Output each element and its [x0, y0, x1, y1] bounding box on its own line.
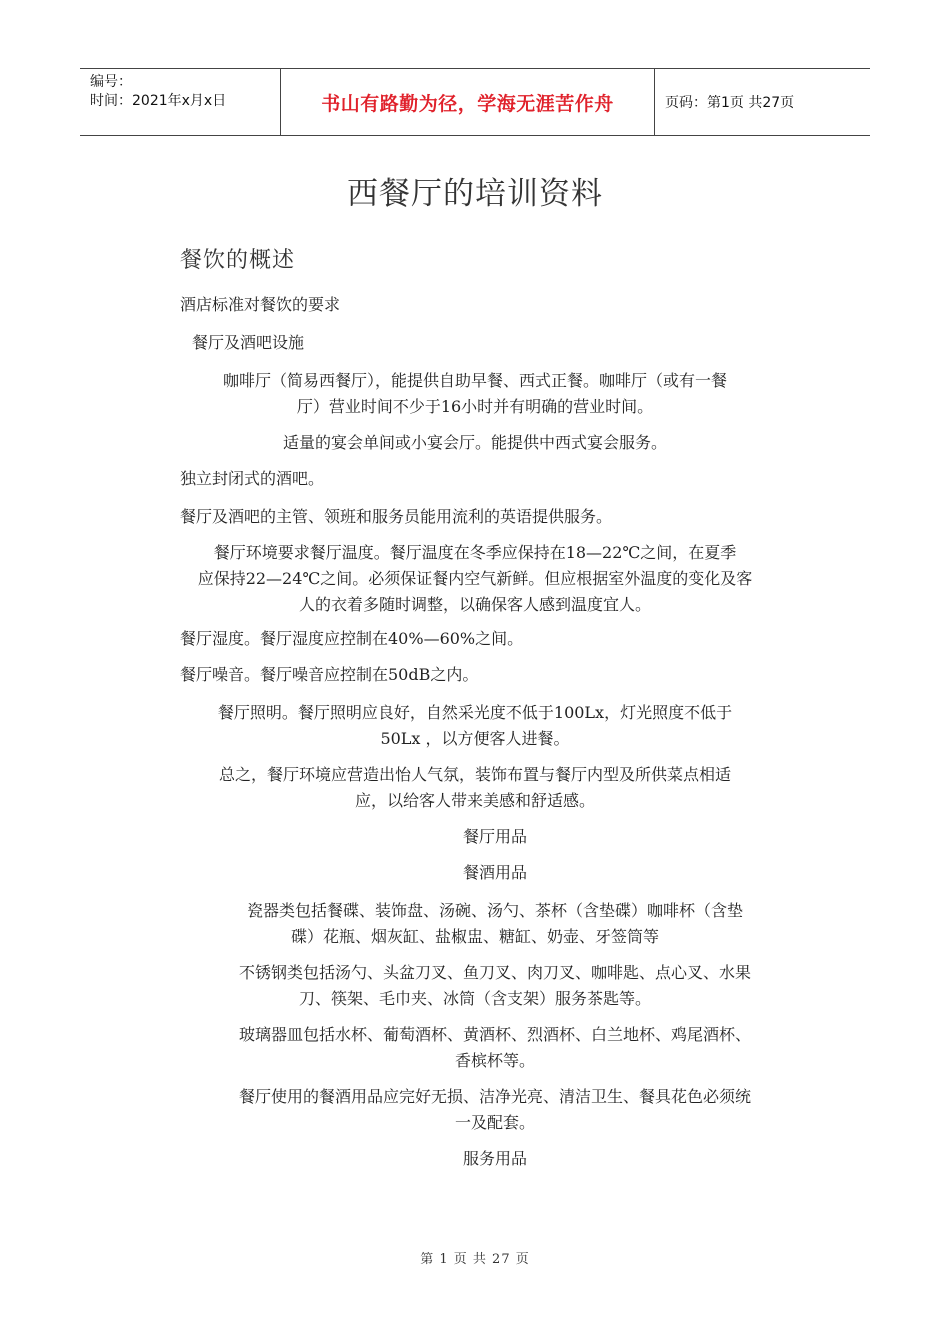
- header-meta: [80, 69, 281, 135]
- paragraph: 餐厅照明。餐厅照明应良好，自然采光度不低于100Lx，灯光照度不低于: [217, 703, 733, 722]
- paragraph: 服务用品: [462, 1149, 527, 1168]
- paragraph: 适量的宴会单间或小宴会厅。能提供中西式宴会服务。: [282, 433, 667, 452]
- paragraph: 不锈钢类包括汤勺、头盆刀叉、鱼刀叉、肉刀叉、咖啡匙、点心叉、水果: [238, 963, 751, 982]
- paragraph: 一及配套。: [454, 1113, 535, 1132]
- paragraph: 人的衣着多随时调整，以确保客人感到温度宜人。: [298, 595, 651, 614]
- paragraph: 应，以给客人带来美感和舒适感。: [354, 791, 595, 810]
- paragraph: 咖啡厅（简易西餐厅），能提供自助早餐、西式正餐。咖啡厅（或有一餐: [222, 371, 727, 390]
- document-title: 西餐厅的培训资料: [347, 176, 603, 212]
- paragraph: 餐厅噪音。餐厅噪音应控制在50dB之内。: [180, 665, 479, 684]
- number-label: 编号：: [90, 74, 132, 90]
- page-footer: 第 1 页 共 27 页: [420, 1252, 530, 1267]
- header-motto: 书山有路勤为径，学海无涯苦作舟: [281, 69, 655, 135]
- paragraph: 酒店标准对餐饮的要求: [180, 295, 341, 314]
- paragraph: 厅）营业时间不少于16小时并有明确的营业时间。: [296, 397, 654, 416]
- paragraph: 餐厅湿度。餐厅湿度应控制在40%—60%之间。: [180, 629, 524, 648]
- paragraph: 餐厅及酒吧的主管、领班和服务员能用流利的英语提供服务。: [180, 507, 613, 526]
- paragraph: 50Lx ，以方便客人进餐。: [380, 729, 570, 748]
- paragraph: 餐厅使用的餐酒用品应完好无损、洁净光亮、清洁卫生、餐具花色必须统: [238, 1087, 751, 1106]
- paragraph: 餐厅用品: [462, 827, 527, 846]
- paragraph: 独立封闭式的酒吧。: [180, 469, 325, 488]
- paragraph: 应保持22—24℃之间。必须保证餐内空气新鲜。但应根据室外温度的变化及客: [197, 569, 753, 588]
- header-table: [80, 68, 870, 136]
- paragraph: 餐厅及酒吧设施: [192, 333, 305, 352]
- paragraph: 瓷器类包括餐碟、装饰盘、汤碗、汤勺、茶杯（含垫碟）咖啡杯（含垫: [246, 901, 743, 920]
- header-page-info: 页码：第1页 共27页: [665, 95, 795, 111]
- paragraph: 香槟杯等。: [454, 1051, 535, 1070]
- time-label: 时间：2021年x月x日: [90, 93, 227, 109]
- paragraph: 玻璃器皿包括水杯、葡萄酒杯、黄酒杯、烈酒杯、白兰地杯、鸡尾酒杯、: [238, 1025, 751, 1044]
- section-heading: 餐饮的概述: [180, 248, 296, 273]
- paragraph: 餐酒用品: [462, 863, 527, 882]
- paragraph: 餐厅环境要求餐厅温度。餐厅温度在冬季应保持在18—22℃之间，在夏季: [213, 543, 737, 562]
- paragraph: 刀、筷架、毛巾夹、冰筒（含支架）服务茶匙等。: [298, 989, 651, 1008]
- paragraph: 总之，餐厅环境应营造出怡人气氛，装饰布置与餐厅内型及所供菜点相适: [218, 765, 731, 784]
- paragraph: 碟）花瓶、烟灰缸、盐椒盅、糖缸、奶壶、牙签筒等: [290, 927, 659, 946]
